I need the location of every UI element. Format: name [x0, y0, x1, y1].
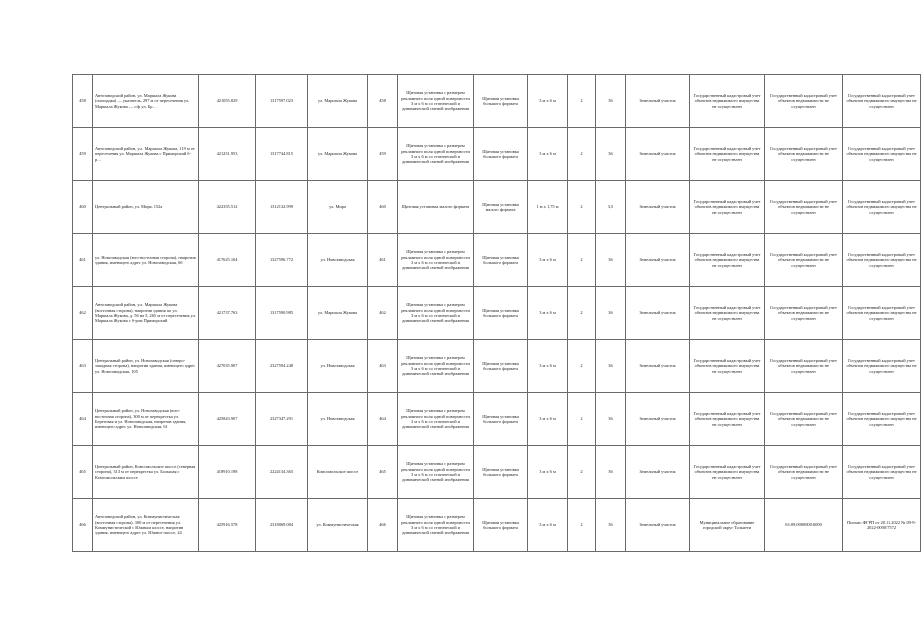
- cell-cadastre-status-1: Государственный кадастровый учет объектов недвижимого имущества не осуществлен: [690, 234, 765, 287]
- cell-address: ул. Новозаводская (юго-восточная сторона), напротив здания, имеющего адрес ул. Новозаводская, 6б: [93, 234, 199, 287]
- cell-street: ул. Маршала Жукова: [308, 75, 368, 128]
- cell-object-type: Щитовая установка с размером рекламного поля одной поверхности 3 м х 6 м со статической и динамической сменой изображения: [398, 234, 474, 287]
- cell-cadastre-status-1: Государственный кадастровый учет объектов недвижимого имущества не осуществлен: [690, 75, 765, 128]
- cell-field-size: 3 м х 6 м: [528, 75, 568, 128]
- cell-coord-y: 1312132.999: [256, 181, 308, 234]
- cell-area: 36: [596, 234, 626, 287]
- cell-area: 36: [596, 287, 626, 340]
- cell-area: 36: [596, 446, 626, 499]
- table-row: [73, 181, 921, 234]
- cell-cadastre-status-3: Государственный кадастровый учет объектов недвижимого имущества не осуществлен: [843, 128, 921, 181]
- cell-field-size: 1 м х 1,75 м: [528, 181, 568, 234]
- table-row: [73, 393, 921, 446]
- cell-cadastre-status-2: Государственный кадастровый учет объектов недвижимости не осуществлен: [765, 287, 843, 340]
- cell-land-category: Земельный участок: [626, 181, 690, 234]
- cell-coord-x: 421737.763: [199, 287, 256, 340]
- cell-street: ул. Коммунистическая: [308, 499, 368, 552]
- cell-cadastre-status-1: Государственный кадастровый учет объектов недвижимого имущества не осуществлен: [690, 446, 765, 499]
- table-row: [73, 75, 921, 128]
- cell-coord-y: 2327347.291: [256, 393, 308, 446]
- cell-cadastre-status-2: Государственный кадастровый учет объектов недвижимости не осуществлен: [765, 128, 843, 181]
- cell-cadastre-status-3: Государственный кадастровый учет объектов недвижимого имущества не осуществлен: [843, 234, 921, 287]
- cell-land-category: Земельный участок: [626, 128, 690, 181]
- cell-coord-x: 427035.907: [199, 340, 256, 393]
- cell-field-size: 3 м х 6 м: [528, 287, 568, 340]
- cell-land-category: Земельный участок: [626, 75, 690, 128]
- cell-address: Автозаводский район, ул. Маршала Жукова (площадка) — указатель, 297 м от пересечения ул. Маршала Жукова — с/ф ул. Бр…: [93, 75, 199, 128]
- cell-coord-y: 1327596.772: [256, 234, 308, 287]
- cell-object-id: 463: [368, 340, 398, 393]
- cell-object-id: 459: [368, 128, 398, 181]
- cell-field-size: 3 м х 6 м: [528, 499, 568, 552]
- cell-field-size: 3 м х 6 м: [528, 340, 568, 393]
- cell-cadastre-status-3: Письмо ФГРП от 28.11.2022 № 09-9-2022-0000/7572: [843, 499, 921, 552]
- cell-cadastre-status-1: Муниципальное образование городской округ Тольятти: [690, 499, 765, 552]
- cell-object-type: Щитовая установка с размером рекламного поля одной поверхности 3 м х 6 м со статической и динамической сменой изображения: [398, 499, 474, 552]
- cell-land-category: Земельный участок: [626, 340, 690, 393]
- cell-coord-x: 421251.953: [199, 128, 256, 181]
- cell-sides-count: 2: [568, 75, 596, 128]
- cell-land-category: Земельный участок: [626, 446, 690, 499]
- cell-coord-y: 1317597.023: [256, 75, 308, 128]
- cell-cadastre-status-3: Государственный кадастровый учет объектов недвижимого имущества не осуществлен: [843, 446, 921, 499]
- cell-object-kind: Щитовая установка большого формата: [474, 234, 528, 287]
- cell-object-id: 460: [368, 181, 398, 234]
- register-table: [72, 74, 921, 552]
- table-row: [73, 499, 921, 552]
- cell-object-type: Щитовая установка с размером рекламного поля одной поверхности 3 м х 6 м со статической и динамической сменой изображения: [398, 340, 474, 393]
- cell-row-number: 463: [73, 340, 93, 393]
- cell-street: ул. Новозаводская: [308, 393, 368, 446]
- cell-cadastre-status-1: Государственный кадастровый учет объектов недвижимого имущества не осуществлен: [690, 340, 765, 393]
- cell-coord-x: 422355.512: [199, 181, 256, 234]
- cell-cadastre-status-1: Государственный кадастровый учет объектов недвижимого имущества не осуществлен: [690, 287, 765, 340]
- cell-address: Центральный район, ул. Мира, 152а: [93, 181, 199, 234]
- cell-address: Центральный район, ул. Новозаводская (северо-западная сторона), напротив здания, имеющего адрес ул. Новозаводская, 105: [93, 340, 199, 393]
- cell-sides-count: 2: [568, 340, 596, 393]
- cell-object-type: Щитовая установка малого формата: [398, 181, 474, 234]
- cell-address: Автозаводский район, у.л. Маршала Жукова (восточная сторона), напротив здания по ул. Маршала Жукова, д. 56 на 5, 265 м от пересечения ул. Маршала Жукова с б-ром Приморский: [93, 287, 199, 340]
- cell-cadastre-status-2: Государственный кадастровый учет объектов недвижимости не осуществлен: [765, 393, 843, 446]
- cell-cadastre-status-3: Государственный кадастровый учет объектов недвижимого имущества не осуществлен: [843, 75, 921, 128]
- cell-object-type: Щитовая установка с размером рекламного поля одной поверхности 3 м х 6 м со статической и динамической сменой изображения: [398, 75, 474, 128]
- cell-address: Центральный район, Комсомольское шоссе (северная сторона), 313 м от перекрестка ул. Большая с Комсомольским шоссе: [93, 446, 199, 499]
- cell-object-kind: Щитовая установка большого формата: [474, 393, 528, 446]
- cell-cadastre-status-2: Государственный кадастровый учет объектов недвижимости не осуществлен: [765, 181, 843, 234]
- cell-object-kind: Щитовая установка большого формата: [474, 340, 528, 393]
- table-row: [73, 128, 921, 181]
- cell-cadastre-status-3: Государственный кадастровый учет объектов недвижимого имущества не осуществлен: [843, 393, 921, 446]
- cell-field-size: 3 м х 6 м: [528, 446, 568, 499]
- cell-area: 36: [596, 75, 626, 128]
- cell-street: ул. Маршала Жукова: [308, 287, 368, 340]
- cell-sides-count: 2: [568, 499, 596, 552]
- cell-object-id: 458: [368, 75, 398, 128]
- cell-address: Автозаводский район, у.л. Маршала Жукова, 119 м от пересечения ул. Маршала Жукова с Приморский б-р…: [93, 128, 199, 181]
- cell-cadastre-status-2: Государственный кадастровый учет объектов недвижимости не осуществлен: [765, 340, 843, 393]
- cell-row-number: 464: [73, 393, 93, 446]
- cell-land-category: Земельный участок: [626, 393, 690, 446]
- cell-coord-x: 425843.907: [199, 393, 256, 446]
- cell-street: ул. Новозаводская: [308, 340, 368, 393]
- cell-row-number: 460: [73, 181, 93, 234]
- cell-area: 3,5: [596, 181, 626, 234]
- cell-row-number: 466: [73, 499, 93, 552]
- cell-coord-x: 417625.164: [199, 234, 256, 287]
- cell-object-type: Щитовая установка с размером рекламного поля одной поверхности 3 м х 6 м со статической и динамической сменой изображения: [398, 393, 474, 446]
- cell-land-category: Земельный участок: [626, 234, 690, 287]
- cell-object-type: Щитовая установка с размером рекламного поля одной поверхности 3 м х 6 м со статической и динамической сменой изображения: [398, 287, 474, 340]
- cell-land-category: Земельный участок: [626, 499, 690, 552]
- cell-object-kind: Щитовая установка большого формата: [474, 287, 528, 340]
- cell-object-id: 464: [368, 393, 398, 446]
- cell-cadastre-status-2: Государственный кадастровый учет объектов недвижимости не осуществлен: [765, 75, 843, 128]
- cell-cadastre-status-1: Государственный кадастровый учет объектов недвижимого имущества не осуществлен: [690, 393, 765, 446]
- cell-street: ул. Новозаводская: [308, 234, 368, 287]
- cell-area: 36: [596, 128, 626, 181]
- cell-coord-y: 2318069.084: [256, 499, 308, 552]
- cell-row-number: 465: [73, 446, 93, 499]
- cell-object-type: Щитовая установка с размером рекламного поля одной поверхности 3 м х 6 м со статической и динамической сменой изображения: [398, 446, 474, 499]
- cell-street: ул. Мира: [308, 181, 368, 234]
- cell-row-number: 462: [73, 287, 93, 340]
- cell-sides-count: 2: [568, 181, 596, 234]
- cell-sides-count: 2: [568, 128, 596, 181]
- cell-coord-x: 421055.829: [199, 75, 256, 128]
- cell-street: ул. Маршала Жукова: [308, 128, 368, 181]
- cell-sides-count: 2: [568, 287, 596, 340]
- cell-row-number: 461: [73, 234, 93, 287]
- cell-object-id: 462: [368, 287, 398, 340]
- cell-cadastre-status-2: Государственный кадастровый учет объектов недвижимости не осуществлен: [765, 234, 843, 287]
- cell-row-number: 458: [73, 75, 93, 128]
- cell-field-size: 3 м х 6 м: [528, 128, 568, 181]
- cell-object-kind: Щитовая установка большого формата: [474, 446, 528, 499]
- cell-object-id: 465: [368, 446, 398, 499]
- cell-cadastre-status-3: Государственный кадастровый учет объектов недвижимого имущества не осуществлен: [843, 287, 921, 340]
- cell-street: Комсомольское шоссе: [308, 446, 368, 499]
- cell-object-kind: Щитовая установка большого формата: [474, 499, 528, 552]
- cell-sides-count: 2: [568, 393, 596, 446]
- cell-object-kind: Щитовая установка большого формата: [474, 128, 528, 181]
- cell-object-type: Щитовая установка с размером рекламного поля одной поверхности 3 м х 6 м со статической и динамической сменой изображения: [398, 128, 474, 181]
- cell-cadastre-status-3: Государственный кадастровый учет объектов недвижимого имущества не осуществлен: [843, 181, 921, 234]
- table-body: [73, 75, 921, 552]
- table-row: [73, 446, 921, 499]
- cell-area: 36: [596, 340, 626, 393]
- cell-object-kind: Щитовая установка большого формата: [474, 75, 528, 128]
- cell-coord-y: 2327594.248: [256, 340, 308, 393]
- cell-sides-count: 2: [568, 446, 596, 499]
- cell-coord-x: 418910.198: [199, 446, 256, 499]
- cell-address: Автозаводский район, ул. Коммунистическая (восточная сторона), 300 м от пересечения ул. Коммунистической с Южным шоссе, напротив здания, имеющего адрес ул. Южное шоссе, 24: [93, 499, 199, 552]
- cell-cadastre-status-2: Государственный кадастровый учет объектов недвижимости не осуществлен: [765, 446, 843, 499]
- cell-coord-y: 1317590.985: [256, 287, 308, 340]
- cell-cadastre-status-1: Государственный кадастровый учет объектов недвижимого имущества не осуществлен: [690, 128, 765, 181]
- cell-sides-count: 2: [568, 234, 596, 287]
- cell-address: Центральный район, ул. Новозаводская (юго-восточная сторона), 300 м от перекрестка ул. Береговая и ул. Новозаводская, напротив здания, имеющего адрес ул. Новозаводская, 61: [93, 393, 199, 446]
- cell-cadastre-status-2: 63:09:0000000:0000: [765, 499, 843, 552]
- cell-coord-y: 2224134.365: [256, 446, 308, 499]
- cell-row-number: 459: [73, 128, 93, 181]
- cell-field-size: 3 м х 6 м: [528, 393, 568, 446]
- cell-coord-x: 425916.578: [199, 499, 256, 552]
- cell-object-id: 466: [368, 499, 398, 552]
- cell-object-id: 461: [368, 234, 398, 287]
- table-row: [73, 287, 921, 340]
- cell-field-size: 3 м х 6 м: [528, 234, 568, 287]
- cell-land-category: Земельный участок: [626, 287, 690, 340]
- cell-cadastre-status-1: Государственный кадастровый учет объектов недвижимого имущества не осуществлен: [690, 181, 765, 234]
- cell-object-kind: Щитовая установка малого формата: [474, 181, 528, 234]
- cell-area: 36: [596, 499, 626, 552]
- table-row: [73, 234, 921, 287]
- cell-cadastre-status-3: Государственный кадастровый учет объектов недвижимого имущества не осуществлен: [843, 340, 921, 393]
- table-row: [73, 340, 921, 393]
- cell-area: 36: [596, 393, 626, 446]
- cell-coord-y: 1317744.815: [256, 128, 308, 181]
